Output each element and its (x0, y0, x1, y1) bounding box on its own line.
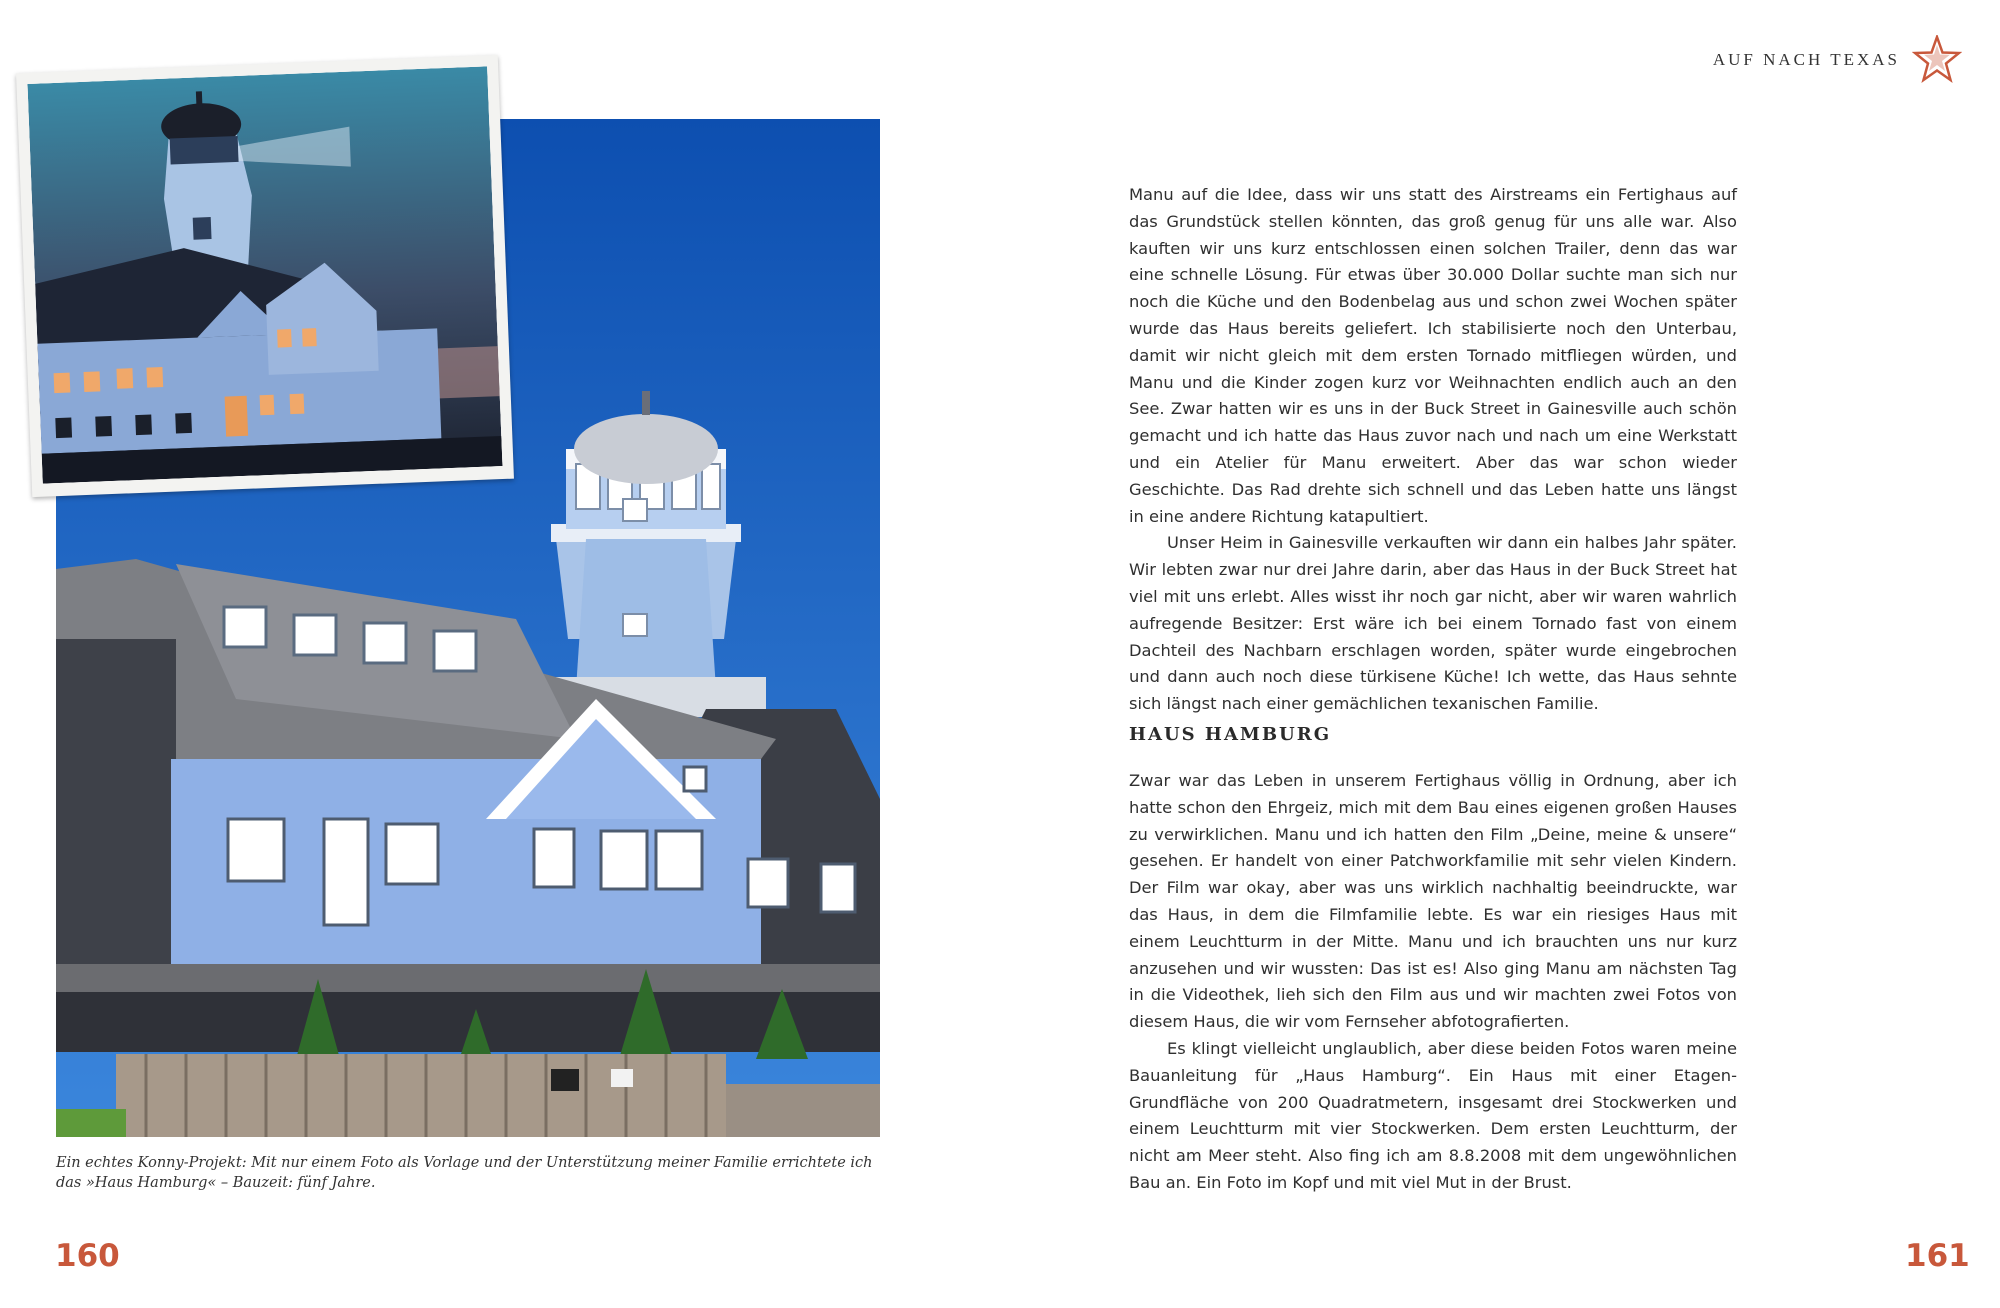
star-icon (1912, 35, 1962, 85)
paragraph: Manu auf die Idee, dass wir uns statt des Airstreams ein Fertighaus auf das Grundstück stellen könnten, das groß genug für uns alle war. Also kauften wir uns kurz entschlossen einen solchen Trailer, denn das war eine schnelle Lösung. Für etwas über 30.000 Dollar suchte man sich nur noch die Küche und den Bodenbelag aus und schon zwei Wochen später wurde das Haus bereits geliefert. Ich stabilisierte noch den Unterbau, damit wir nicht gleich mit dem ersten Tornado mitfliegen würden, und Manu und die Kinder zogen kurz vor Weihnachten endlich auch an den See. Zwar hatten wir es uns in der Buck Street in Gainesville auch schön gemacht und ich hatte das Haus zuvor nach und nach um eine Werkstatt und ein Atelier für Manu erweitert. Aber das war schon wieder Geschichte. Das Rad drehte sich schnell und das Leben hatte uns längst in eine andere Richtung katapultiert. (1129, 185, 1737, 526)
section-heading: HAUS HAMBURG (1129, 724, 1332, 745)
running-title: AUF NACH TEXAS (1712, 50, 1900, 69)
film-house-night-photo (27, 66, 502, 483)
paragraph: Unser Heim in Gainesville verkauften wir dann ein halbes Jahr später. Wir lebten zwar nur drei Jahre darin, aber das Haus in der Buck Street hat viel mit uns erlebt. Alles wisst ihr noch gar nicht, aber wir waren wahrlich aufregende Besitzer: Erst wäre ich bei einem Tornado fast von einem Dachteil des Nachbarn erschlagen worden, später wurde eingebrochen und dann auch noch diese türkisene Küche! Ich wette, das Haus sehnte sich längst nach einer gemächlichen texanischen Familie. (1129, 533, 1737, 714)
photo-caption: Ein echtes Konny-Projekt: Mit nur einem Foto als Vorlage und der Unterstützung meiner Familie errichtete ich das »Haus Hamburg« – Bauzeit: fünf Jahre. (56, 1155, 873, 1191)
page-number-right: 161 (1905, 1238, 1970, 1274)
page-number-left: 160 (55, 1238, 120, 1274)
inset-photo-frame (16, 55, 514, 497)
article-body-part-2 (1129, 768, 1737, 1197)
paragraph: Zwar war das Leben in unserem Fertighaus völlig in Ordnung, aber ich hatte schon den Ehrgeiz, mich mit dem Bau eines eigenen großen Hauses zu verwirklichen. Manu und ich hatten den Film „Deine, meine & unsere“ gesehen. Er handelt von einer Patchworkfamilie mit sehr vielen Kindern. Der Film war okay, aber was uns wirklich nachhaltig beeindruckte, war das Haus, in dem die Filmfamilie lebte. Es war ein riesiges Haus mit einem Leuchtturm in der Mitte. Manu und ich brauchten uns nur kurz anzusehen und wir wussten: Das ist es! Also ging Manu am nächsten Tag in die Videothek, lieh sich den Film aus und wir machten zwei Fotos von diesem Haus, die wir vom Fernseher abfotografierten. (1129, 771, 1737, 1032)
article-body-part-1 (1129, 182, 1737, 718)
paragraph: Es klingt vielleicht unglaublich, aber diese beiden Fotos waren meine Bauanleitung für „Haus Hamburg“. Ein Haus mit einer Etagen-Grundfläche von 200 Quadratmetern, insgesamt drei Stockwerken und einem Leuchtturm mit vier Stockwerken. Dem ersten Leuchtturm, der nicht am Meer steht. Also fing ich am 8.8.2008 mit dem ungewöhnlichen Bau an. Ein Foto im Kopf und mit viel Mut in der Brust. (1129, 1038, 1737, 1192)
